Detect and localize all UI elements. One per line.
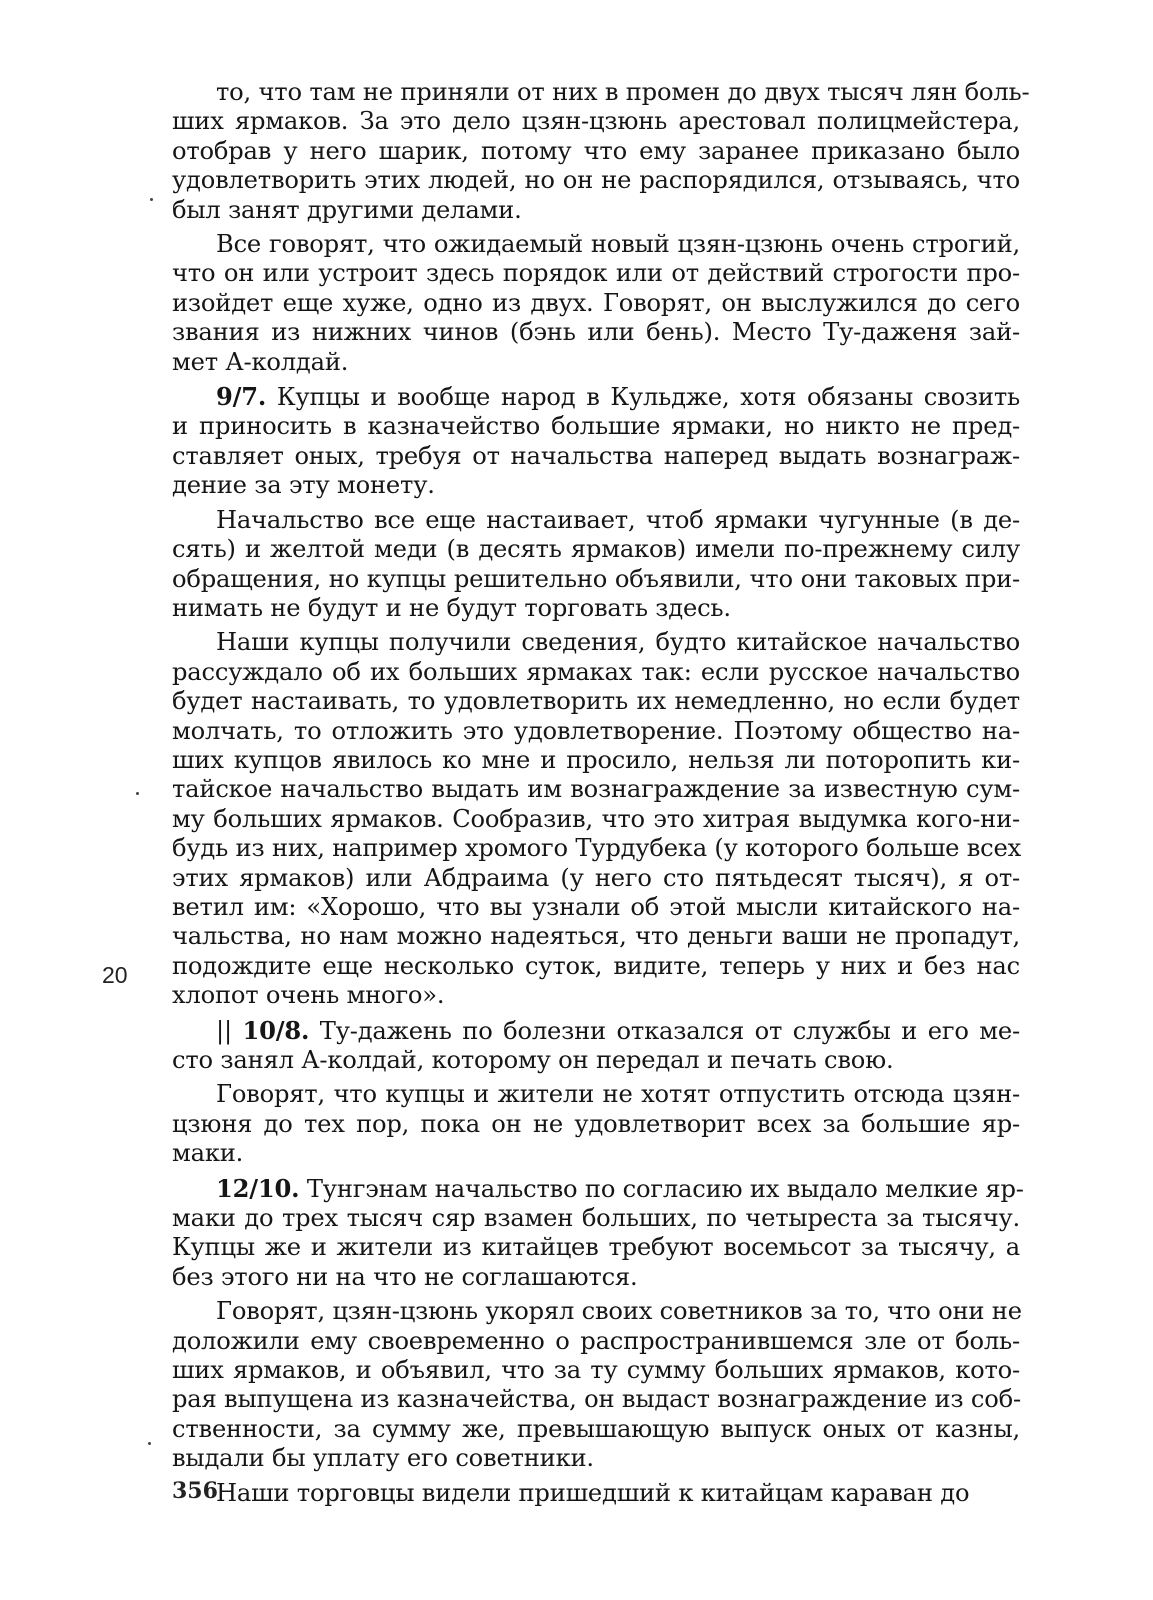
line-text: Говорят, цзян-цзюнь укорял своих советников за то, что они не <box>216 1297 1022 1326</box>
text-line <box>172 137 1020 166</box>
line-text: Начальство все еще настаивает, чтоб ярмаки чугунные (в де- <box>216 505 1020 534</box>
line-text: без этого ни на что не соглашаются. <box>172 1262 638 1291</box>
text-line <box>172 1356 1020 1385</box>
line-text: обращения, но купцы решительно объявили, что они таковых при- <box>172 564 1020 593</box>
text-line <box>172 506 1020 535</box>
text-line <box>172 658 1020 687</box>
line-text: цзюня до тех пор, пока он не удовлетворит всех за большие яр- <box>172 1109 1020 1138</box>
line-text: нимать не будут и не будут торговать здесь. <box>172 593 731 622</box>
text-line <box>172 1297 1020 1326</box>
line-text: будь из них, например хромого Турдубека (у которого больше всех <box>172 834 1022 863</box>
line-text: ших купцов явилось ко мне и просило, нельзя ли поторопить ки- <box>172 745 1020 774</box>
text-line <box>172 412 1020 441</box>
date-heading: 12/10. <box>216 1173 300 1203</box>
text-line <box>172 594 1020 623</box>
paragraph <box>172 1016 1020 1076</box>
line-text: ветил им: «Хорошо, что вы узнали об этой мысли китайского на- <box>172 892 1020 921</box>
line-text: Все говорят, что ожидаемый новый цзян-цзюнь очень строгий, <box>216 230 1020 259</box>
line-text: му больших ярмаков. Сообразив, что это хитрая выдумка кого-ни- <box>172 804 1020 833</box>
text-line <box>172 196 1020 225</box>
text-line <box>172 318 1020 347</box>
scan-speck <box>136 792 139 795</box>
line-text: ших ярмаков, и объявил, что за ту сумму больших ярмаков, кото- <box>172 1356 1020 1385</box>
document-page <box>172 78 1030 1513</box>
line-text: маки. <box>172 1139 244 1168</box>
paragraph <box>172 506 1020 624</box>
text-line <box>172 535 1020 564</box>
line-text: будет настаивать, то удовлетворить их немедленно, но если будет <box>172 687 1020 716</box>
text-line <box>172 893 1020 922</box>
line-text: доложили ему своевременно о распространившемся зле от боль- <box>172 1326 1020 1355</box>
scan-speck <box>150 198 153 201</box>
text-line <box>172 805 1020 834</box>
line-text: тайское начальство выдать им вознаграждение за известную сум- <box>172 775 1020 804</box>
text-line <box>172 864 1020 893</box>
text-line <box>172 78 1030 107</box>
line-text: и приносить в казначейство большие ярмаки, но никто не пред- <box>172 412 1020 441</box>
line-text: изойдет еще хуже, одно из двух. Говорят, он выслужился до сего <box>172 288 1020 317</box>
line-text: Говорят, что купцы и жители не хотят отпустить отсюда цзян- <box>216 1080 1020 1109</box>
date-heading: 10/8. <box>242 1015 310 1045</box>
text-line <box>172 1263 1020 1292</box>
text-line <box>172 952 1020 981</box>
line-text: Тунгэнам начальство по согласию их выдало мелкие яр- <box>299 1174 1024 1203</box>
line-text: удовлетворить этих людей, но он не распорядился, отзываясь, что <box>172 166 1020 195</box>
text-line <box>172 775 1020 804</box>
paragraph <box>172 230 1020 377</box>
text-line <box>172 259 1020 288</box>
line-text: Купцы же и жители из китайцев требуют восемьсот за тысячу, а <box>172 1233 1020 1262</box>
line-text: рассуждало об их больших ярмаках так: если русское начальство <box>172 657 1020 686</box>
paragraph <box>172 382 1020 501</box>
line-text: был занят другими делами. <box>172 195 522 224</box>
text-line <box>172 1444 1020 1473</box>
text-line <box>172 442 1020 471</box>
text-line <box>172 746 1020 775</box>
text-line <box>172 348 1020 377</box>
text-line <box>172 166 1020 195</box>
paragraph <box>172 78 1030 225</box>
text-line <box>172 289 1020 318</box>
text-line <box>172 107 1020 136</box>
text-line <box>172 1139 1020 1168</box>
text-line <box>172 1415 1020 1444</box>
text-line <box>172 717 1020 746</box>
text-line <box>172 1385 1020 1414</box>
text-line <box>172 1046 1020 1075</box>
text-line <box>172 1327 1020 1356</box>
text-line <box>172 1173 1024 1204</box>
text-line <box>172 687 1020 716</box>
text-line <box>172 1016 1020 1046</box>
line-text: ственности, за сумму же, превышающую выпуск оных от казны, <box>172 1414 1020 1443</box>
line-text: сять) и желтой меди (в десять ярмаков) имели по-прежнему силу <box>172 535 1020 564</box>
line-text: молчать, то отложить это удовлетворение. Поэтому общество на- <box>172 716 1020 745</box>
line-text: Наши купцы получили сведения, будто китайское начальство <box>216 628 1020 657</box>
scan-speck <box>148 1442 151 1445</box>
page-number: 356 <box>172 1478 218 1504</box>
text-line <box>172 981 1020 1010</box>
text-line <box>172 1233 1020 1262</box>
text-line <box>172 382 1020 412</box>
line-text: чальства, но нам можно надеяться, что деньги ваши не пропадут, <box>172 922 1020 951</box>
text-line <box>172 1110 1020 1139</box>
paragraph <box>172 1080 1020 1168</box>
line-text: подождите еще несколько суток, видите, теперь у них и без нас <box>172 951 1020 980</box>
line-text: мет А-колдай. <box>172 347 349 376</box>
text-line <box>172 471 1020 500</box>
line-text: ших ярмаков. За это дело цзян-цзюнь арестовал полицмейстера, <box>172 107 1020 136</box>
line-text: звания из нижних чинов (бэнь или бень). Место Ту-даженя зай- <box>172 318 1020 347</box>
paragraph <box>172 1173 1024 1293</box>
line-text: рая выпущена из казначейства, он выдаст вознаграждение из соб- <box>172 1385 1021 1414</box>
line-text: отобрав у него шарик, потому что ему заранее приказано было <box>172 136 1020 165</box>
line-text: Купцы и вообще народ в Кульдже, хотя обязаны свозить <box>266 383 1020 412</box>
paragraph <box>172 628 1020 1010</box>
line-text: сто занял А-колдай, которому он передал и печать свою. <box>172 1046 894 1074</box>
text-line <box>172 628 1020 657</box>
line-text: этих ярмаков) или Абдраима (у него сто пятьдесят тысяч), я от- <box>172 863 1020 892</box>
line-text: Наши торговцы видели пришедший к китайцам караван до <box>216 1478 970 1507</box>
line-text: то, что там не приняли от них в промен до двух тысяч лян боль- <box>216 78 1030 106</box>
paragraph <box>172 1297 1020 1473</box>
text-line <box>172 1080 1020 1109</box>
line-text: выдали бы уплату его советники. <box>172 1444 594 1473</box>
line-text: что он или устроит здесь порядок или от действий строгости про- <box>172 259 1020 288</box>
line-text: Ту-дажень по болезни отказался от службы и его ме- <box>309 1016 1020 1045</box>
text-line <box>172 1204 1020 1233</box>
section-marker: || <box>216 1016 243 1045</box>
text-line <box>172 230 1020 259</box>
line-text: дение за эту монету. <box>172 471 435 500</box>
text-line <box>172 1479 1020 1508</box>
paragraph <box>172 1479 1020 1508</box>
line-text: ставляет оных, требуя от начальства наперед выдать вознаграж- <box>172 441 1020 470</box>
margin-line-number: 20 <box>102 962 128 988</box>
date-heading: 9/7. <box>216 382 267 412</box>
text-line <box>172 565 1020 594</box>
line-text: маки до трех тысяч сяр взамен больших, по четыреста за тысячу. <box>172 1204 1020 1233</box>
line-text: хлопот очень много». <box>172 981 445 1010</box>
text-line <box>172 834 1020 863</box>
text-line <box>172 922 1020 951</box>
